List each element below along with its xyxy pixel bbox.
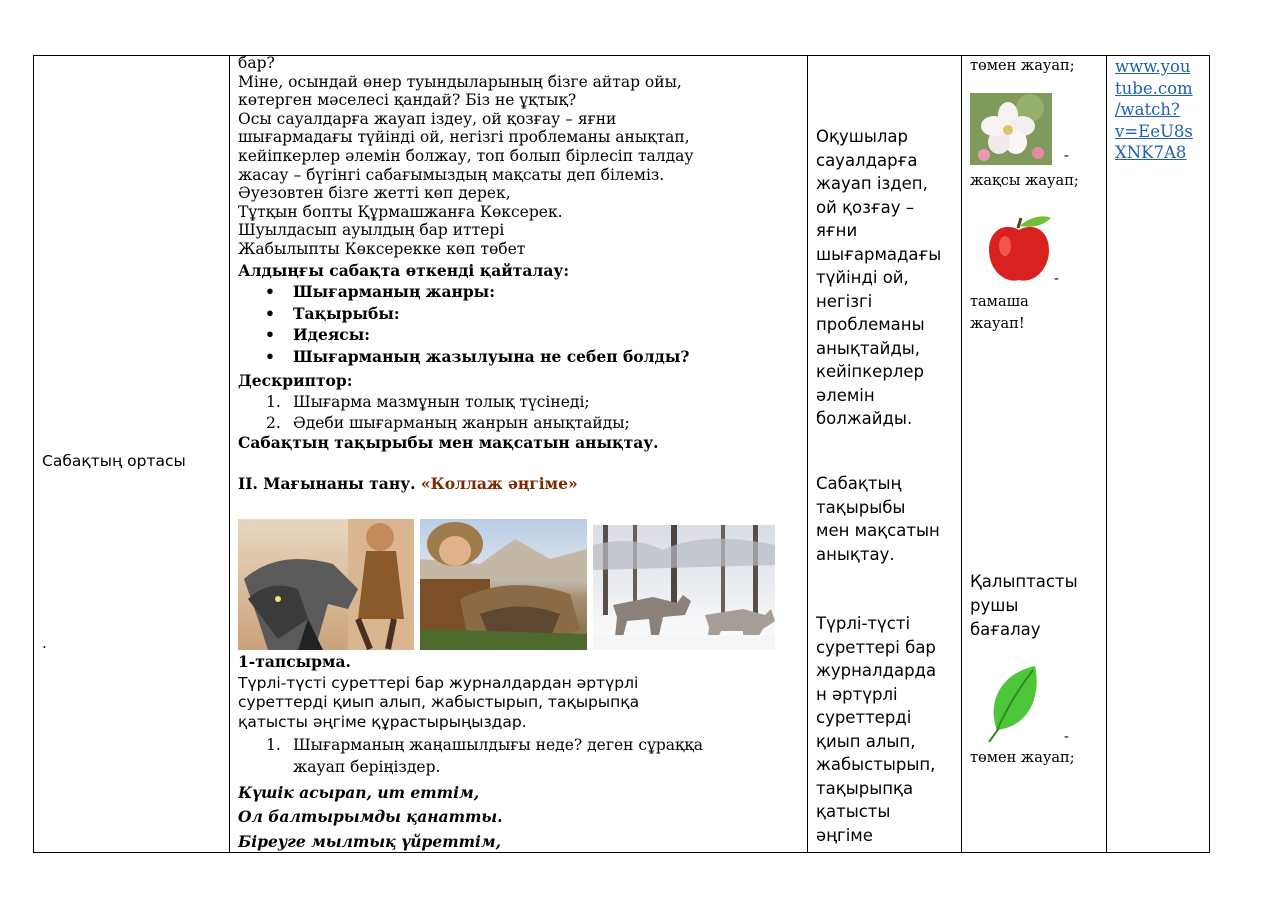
student-activity-cell xyxy=(816,56,962,852)
dash-separator: - xyxy=(1054,271,1059,287)
column-divider xyxy=(229,56,230,852)
activity-line: проблеманы xyxy=(816,315,925,334)
stage-label: Сабақтың ортасы xyxy=(42,452,186,470)
task-block xyxy=(238,653,808,851)
descriptor-item: 1. Шығарма мазмұнын толық түсінеді; xyxy=(266,393,590,412)
topic-heading: Сабақтың тақырыбы мен мақсатын анықтау. xyxy=(238,433,659,453)
assessment-good: жақсы жауап; xyxy=(970,173,1079,189)
column-divider xyxy=(1106,56,1107,852)
activity-line: жауап іздеп, xyxy=(816,174,928,193)
activity-line: Оқушылар xyxy=(816,127,908,146)
activity-line: негізгі xyxy=(816,291,873,311)
descriptor-item: 2. Әдеби шығарманың жанрын анықтайды; xyxy=(266,413,630,432)
activity-line: қатысты xyxy=(816,802,891,821)
activity-line: әңгіме xyxy=(816,825,873,845)
activity-line: жабыстырып, xyxy=(816,755,936,774)
activity-line: мен мақсатын xyxy=(816,521,940,540)
content-line: жасау – бүгінгі сабағымыздың мақсаты деп білеміз. xyxy=(238,165,665,184)
content-line: бар? xyxy=(238,56,275,72)
red-apple-image xyxy=(987,212,1053,284)
task-line: Түрлі-түсті суреттері бар журналдардан әртүрлі xyxy=(238,673,639,692)
activity-line: журналдарда xyxy=(816,661,937,680)
section-heading: II. Мағынаны тану. «Коллаж әңгіме» xyxy=(238,473,578,493)
assessment-low: төмен жауап; xyxy=(970,750,1075,766)
assessment-cell xyxy=(970,56,1104,852)
poem-line: Жабылыпты Көксерекке көп төбет xyxy=(238,239,526,258)
dash-separator: - xyxy=(1064,729,1069,745)
stage-dot: . xyxy=(42,634,47,652)
activity-line: қиып алып, xyxy=(816,731,916,751)
activity-line: сауалдарға xyxy=(816,150,918,170)
review-item: • Тақырыбы: xyxy=(238,305,808,324)
content-line: Осы сауалдарға жауап іздеу, ой қозғау – яғни xyxy=(238,109,617,128)
activity-line: түйінді ой, xyxy=(816,268,909,287)
content-line: кейіпкерлер әлемін болжау, топ болып бірлесіп талдау xyxy=(238,146,694,165)
activity-line: кейіпкерлер xyxy=(816,362,924,381)
content-cell xyxy=(238,56,808,852)
activity-line: шығармадағы xyxy=(816,244,942,264)
activity-line: суреттері бар xyxy=(816,637,936,657)
content-line: шығармадағы түйінді ой, негізгі проблеманы анықтап, xyxy=(238,128,690,147)
wolves-snow-image xyxy=(593,525,775,650)
question-item-cont: жауап беріңіздер. xyxy=(293,757,441,776)
question-item: 1. Шығарманың жаңашылдығы неде? деген сұраққа xyxy=(266,736,704,755)
assessment-great: жауап! xyxy=(970,316,1025,332)
activity-line: анықтау. xyxy=(816,544,895,564)
apple-blossom-image xyxy=(970,93,1052,165)
youtube-link[interactable]: www.you tube.com /watch? v=EeU8s XNK7A8 xyxy=(1115,57,1193,162)
content-line: көтерген мәселесі қандай? Біз не ұқтық? xyxy=(238,91,577,110)
formative-assessment: Қалыптасты рушы бағалау xyxy=(970,572,1078,639)
review-item: • Идеясы: xyxy=(238,326,808,345)
stage-cell xyxy=(34,56,229,852)
activity-line: ой қозғау – xyxy=(816,197,915,217)
dash-separator: - xyxy=(1064,148,1069,164)
task-line: суреттерді қиып алып, жабыстырып, тақырыпқа xyxy=(238,693,640,712)
poem-line: Әуезовтен бізге жетті көп дерек, xyxy=(238,184,511,203)
content-body xyxy=(238,56,808,493)
activity-line: Сабақтың xyxy=(816,474,902,493)
descriptor-heading: Дескриптор: xyxy=(238,370,353,390)
poem-line: Біреуге мылтық үйреттім, xyxy=(238,831,502,851)
activity-line: әлемін xyxy=(816,385,875,405)
resources-cell xyxy=(1115,56,1210,852)
wolf-boy-illustration-image xyxy=(238,519,414,650)
activity-line: н әртүрлі xyxy=(816,684,898,704)
lesson-table xyxy=(33,55,1210,853)
activity-line: болжайды. xyxy=(816,409,913,428)
poem-line: Ол балтырымды қанатты. xyxy=(238,807,503,827)
review-item: • Шығарманың жанры: xyxy=(238,283,808,302)
task-heading: 1-тапсырма. xyxy=(238,652,351,671)
activity-line: суреттерді xyxy=(816,708,912,727)
poem-line: Шуылдасып ауылдың бар иттері xyxy=(238,221,505,240)
green-leaf-image xyxy=(985,664,1045,742)
content-line: Міне, осындай өнер туындыларының бізге айтар ойы, xyxy=(238,72,682,91)
task-line: қатысты әңгіме құрастырыңыздар. xyxy=(238,712,527,731)
review-item: • Шығарманың жазылуына не себеп болды? xyxy=(238,348,808,367)
activity-line: яғни xyxy=(816,221,858,240)
activity-line: анықтайды, xyxy=(816,338,921,358)
poem-line: Күшік асырап, ит еттім, xyxy=(238,782,480,802)
review-heading: Алдыңғы сабақта өткенді қайталау: xyxy=(238,260,570,280)
hunter-wolf-image xyxy=(420,519,587,650)
activity-line: тақырыпқа xyxy=(816,778,914,798)
activity-line: тақырыбы xyxy=(816,497,906,517)
poem-line: Тұтқын бопты Құрмашжанға Көксерек. xyxy=(238,202,563,221)
assessment-great: тамаша xyxy=(970,294,1029,310)
activity-line: Түрлі-түсті xyxy=(816,614,911,633)
assessment-low-top: төмен жауап; xyxy=(970,58,1075,74)
